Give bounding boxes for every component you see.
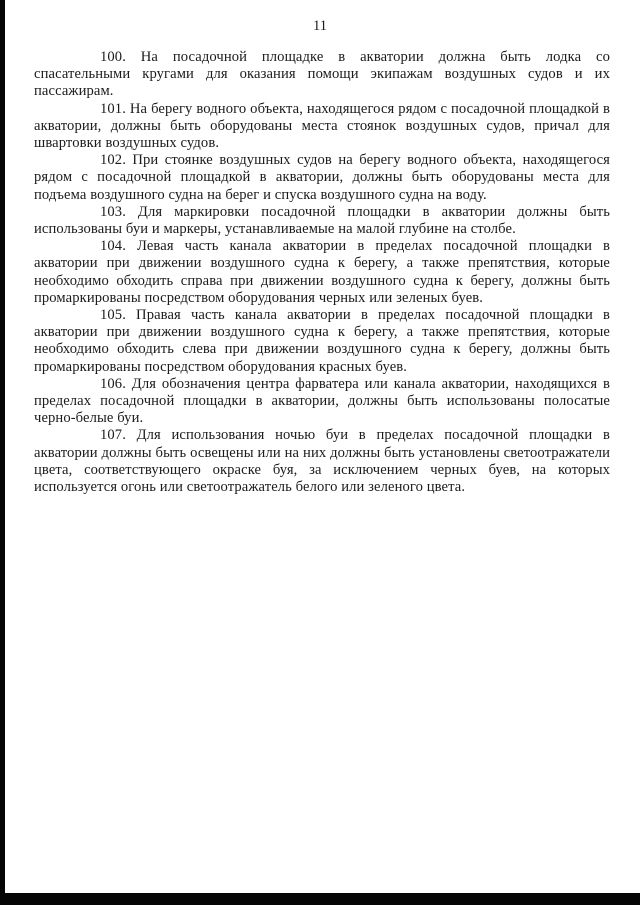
paragraph-102: 102. При стоянке воздушных судов на берегу водного объекта, находящегося рядом с посадочной площадкой в акватории, должны быть оборудованы места для подъема воздушного судна на берег и спуска воздушного судна на воду. bbox=[34, 152, 610, 203]
document-body bbox=[34, 49, 610, 496]
paragraph-100: 100. На посадочной площадке в акватории должна быть лодка со спасательными кругами для оказания помощи экипажам воздушных судов и их пассажирам. bbox=[34, 49, 610, 100]
page-number: 11 bbox=[313, 18, 327, 34]
paragraph-101: 101. На берегу водного объекта, находящегося рядом с посадочной площадкой в акватории, должны быть оборудованы места стоянок воздушных судов, причал для швартовки воздушных судов. bbox=[34, 100, 610, 152]
scan-artifact-left-edge bbox=[0, 0, 5, 905]
paragraph-105: 105. Правая часть канала акватории в пределах посадочной площадки в акватории при движении воздушного судна к берегу, а также препятствия, которые необходимо обходить слева при движении воздушного судна к берегу, должны быть промаркированы посредством оборудования красных буев. bbox=[34, 307, 610, 375]
scan-artifact-bottom-edge bbox=[0, 893, 640, 905]
paragraph-103: 103. Для маркировки посадочной площадки в акватории должны быть использованы буи и маркеры, устанавливаемые на малой глубине на столбе. bbox=[34, 203, 610, 238]
paragraph-106: 106. Для обозначения центра фарватера или канала акватории, находящихся в пределах посадочной площадки в акватории, должны быть использованы полосатые черно-белые буи. bbox=[34, 375, 610, 427]
paragraph-107: 107. Для использования ночью буи в пределах посадочной площадки в акватории должны быть освещены или на них должны быть установлены светоотражатели цвета, соответствующего окраске буя, за исключением черных буев, на которых используется огонь или светоотражатель белого или зеленого цвета. bbox=[34, 427, 610, 496]
paragraph-104: 104. Левая часть канала акватории в пределах посадочной площадки в акватории при движении воздушного судна к берегу, а также препятствия, которые необходимо обходить справа при движении воздушного судна к берегу, должны быть промаркированы посредством оборудования черных или зеленых буев. bbox=[34, 238, 610, 306]
